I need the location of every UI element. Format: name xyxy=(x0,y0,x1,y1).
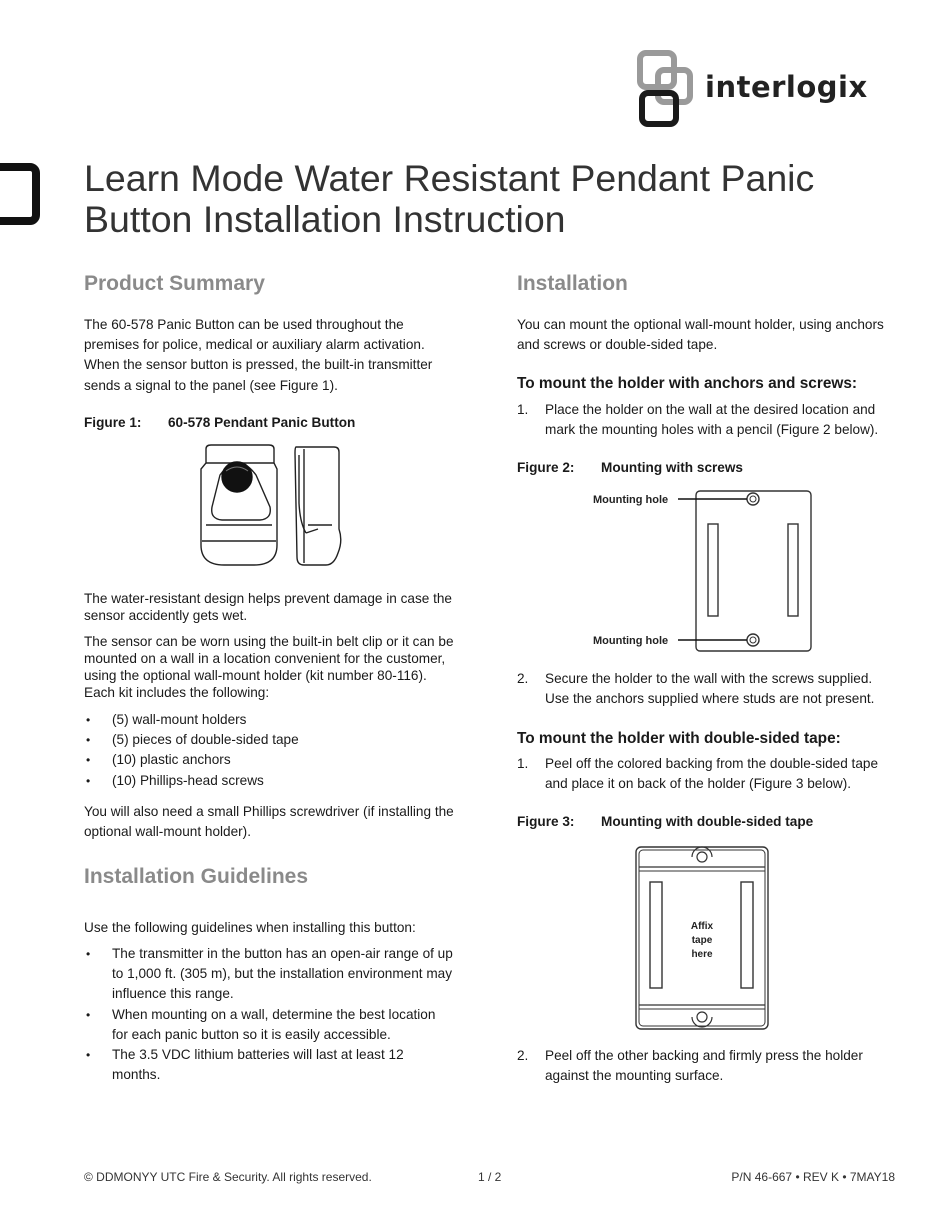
double-sided-tape-illustration xyxy=(634,845,770,1031)
tape-label-line-2: tape xyxy=(691,935,713,946)
title-line-1: Learn Mode Water Resistant Pendant Panic xyxy=(84,157,815,199)
title-line-2: Button Installation Instruction xyxy=(84,198,566,240)
step-text: Peel off the colored backing from the double-sided tape and place it on back of the holder (Figure 3 below). xyxy=(545,756,879,792)
installation-guidelines-heading: Installation Guidelines xyxy=(84,865,309,888)
figure-2-number: Figure 2: xyxy=(517,460,575,475)
brand-name: interlogix xyxy=(705,70,868,104)
step-text: Secure the holder to the wall with the screws supplied. Use the anchors supplied where studs are not present. xyxy=(545,671,875,707)
product-summary-heading: Product Summary xyxy=(84,272,265,295)
holder-slot-right xyxy=(741,882,753,988)
list-item: • The transmitter in the button has an open-air range of up to 1,000 ft. (305 m), but the installation environment may influence this range. xyxy=(84,944,454,1005)
list-item: • (10) plastic anchors xyxy=(84,750,454,770)
step-number: 1. xyxy=(517,756,529,771)
holder-slot-left xyxy=(708,524,718,616)
product-summary-intro: The 60-578 Panic Button can be used throughout the premises for police, medical or auxiliary alarm activation. When the sensor button is pressed, the built-in transmitter sends a signal to the panel (see Figure 1). xyxy=(84,317,433,393)
tools-paragraph: You will also need a small Phillips screwdriver (if installing the optional wall-mount holder). xyxy=(84,804,454,840)
pendant-front-view xyxy=(201,445,277,565)
screws-steps-part-1 xyxy=(517,400,892,440)
figure-3-number: Figure 3: xyxy=(517,814,575,829)
holder-outline xyxy=(696,491,811,651)
pendant-side-view xyxy=(295,447,341,565)
belt-clip-paragraph: The sensor can be worn using the built-in belt clip or it can be mounted on a wall in a location convenient for the customer, using the optional wall-mount holder (kit number 80-116). Each kit includes the following: xyxy=(84,634,454,700)
step-number: 2. xyxy=(517,671,529,686)
screws-steps-part-2 xyxy=(517,669,892,709)
figure-2-caption xyxy=(517,460,743,475)
figure-3-title: Mounting with double-sided tape xyxy=(601,814,814,829)
mounting-hole-top xyxy=(747,493,759,505)
mounting-hole-top xyxy=(697,852,707,862)
list-item: • (5) pieces of double-sided tape xyxy=(84,730,454,750)
mounting-hole-label-bottom: Mounting hole xyxy=(593,635,669,647)
kit-contents-list xyxy=(84,710,454,791)
figure-3-caption xyxy=(517,814,813,829)
list-item: • (5) wall-mount holders xyxy=(84,710,454,730)
figure-1-number: Figure 1: xyxy=(84,415,142,430)
holder-slot-left xyxy=(650,882,662,988)
list-item: • (10) Phillips-head screws xyxy=(84,771,454,791)
step-number: 1. xyxy=(517,402,529,417)
footer-part-number: P/N 46-667 • REV K • 7MAY18 xyxy=(731,1170,895,1184)
side-tab-mark xyxy=(0,163,40,225)
mounting-screws-illustration xyxy=(590,487,815,655)
list-item: • The 3.5 VDC lithium batteries will last at least 12 months. xyxy=(84,1045,454,1085)
tape-label-line-1: Affix xyxy=(690,921,714,932)
installation-intro: You can mount the optional wall-mount holder, using anchors and screws or double-sided tape. xyxy=(517,317,884,353)
screws-heading: To mount the holder with anchors and screws: xyxy=(517,375,858,392)
holder-slot-right xyxy=(788,524,798,616)
list-item xyxy=(517,1046,892,1086)
step-text: Peel off the other backing and firmly press the holder against the mounting surface. xyxy=(545,1048,863,1084)
guidelines-intro: Use the following guidelines when installing this button: xyxy=(84,920,416,935)
footer-copyright: © DDMONYY UTC Fire & Security. All rights reserved. xyxy=(84,1170,372,1184)
step-number: 2. xyxy=(517,1048,529,1063)
installation-heading: Installation xyxy=(517,272,628,295)
list-item xyxy=(517,669,892,709)
list-item xyxy=(517,400,892,440)
figure-1-title: 60-578 Pendant Panic Button xyxy=(168,415,356,430)
mounting-hole-bottom xyxy=(747,634,759,646)
figure-1-caption xyxy=(84,415,355,430)
page-title xyxy=(84,158,864,240)
footer-page-number: 1 / 2 xyxy=(478,1170,502,1184)
step-text: Place the holder on the wall at the desired location and mark the mounting holes with a pencil (Figure 2 below). xyxy=(545,402,879,438)
mounting-hole-label-top: Mounting hole xyxy=(593,494,669,506)
pendant-illustration xyxy=(198,443,348,568)
tape-steps-part-1 xyxy=(517,754,892,794)
guidelines-list xyxy=(84,944,454,1085)
tape-heading: To mount the holder with double-sided tape: xyxy=(517,730,841,747)
water-resistant-paragraph: The water-resistant design helps prevent damage in case the sensor accidently gets wet. xyxy=(84,591,452,623)
tape-steps-part-2 xyxy=(517,1046,892,1086)
tape-label-line-3: here xyxy=(691,949,713,960)
figure-2-title: Mounting with screws xyxy=(601,460,743,475)
list-item: • When mounting on a wall, determine the best location for each panic button so it is easily accessible. xyxy=(84,1005,454,1045)
list-item xyxy=(517,754,892,794)
mounting-hole-bottom xyxy=(697,1012,707,1022)
